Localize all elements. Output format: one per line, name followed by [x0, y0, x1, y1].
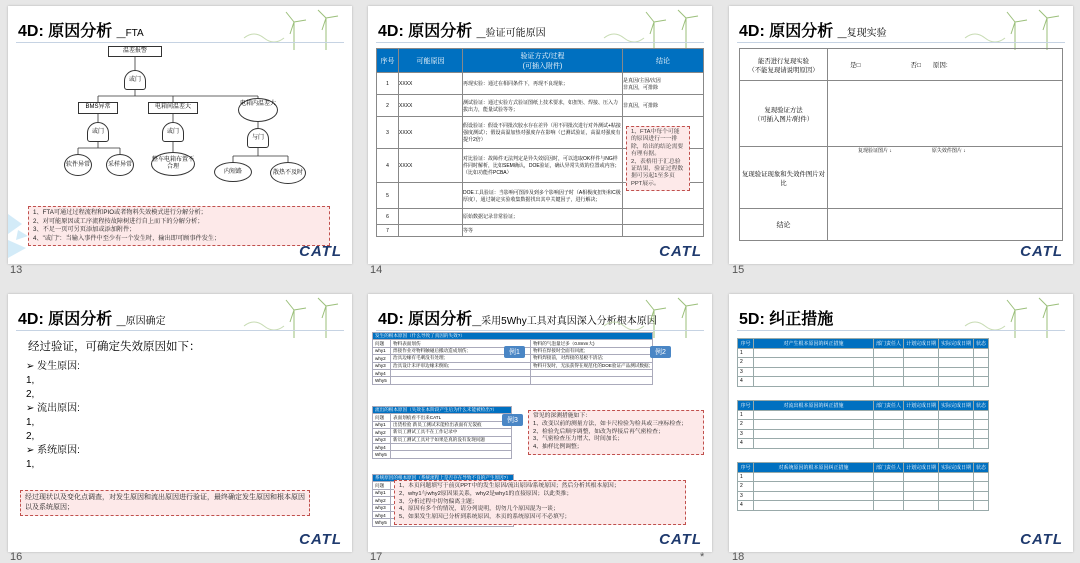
- col-header: 实际完成日期: [939, 463, 974, 473]
- fta-bms-node: BMS异常: [78, 102, 118, 114]
- slide-title: 4D: 原因分析 _FTA: [18, 23, 144, 40]
- cell-method: 原始数据记录非常验证；: [463, 209, 623, 225]
- orig-image-label: 原失效件图片 ↓: [931, 148, 966, 154]
- slide-title: 5D: 纠正措施: [739, 311, 834, 328]
- col-header: 状态: [974, 401, 989, 411]
- why-header: [373, 333, 653, 340]
- cell-method: 再现实验：通过在相同条件下，再现不良现象；: [463, 73, 623, 95]
- table-header: [738, 463, 989, 473]
- example-2-badge: 例2: [650, 346, 671, 358]
- reproduce-table: [739, 48, 1063, 241]
- slide-thumbnail-17[interactable]: [368, 294, 712, 552]
- title-divider: [16, 330, 344, 331]
- why-table-occurrence: [372, 332, 653, 385]
- why-label: why4: [373, 369, 391, 376]
- why-row: [373, 362, 653, 369]
- table-row: [738, 429, 989, 439]
- example-1-badge: 例1: [504, 346, 525, 358]
- slide-thumbnail-15[interactable]: [729, 6, 1073, 264]
- table-row: [377, 73, 704, 95]
- cause-heading: ➢ 流出原因:: [26, 403, 80, 414]
- fta-or-gate: 或门: [124, 70, 146, 90]
- cell-cause: [399, 183, 463, 209]
- why-cell: [531, 369, 653, 376]
- instruction-note: 经过现状以及变化点调查，对发生原因和流出原因进行验证，最终确定发生原因和根本原因以及系统原因；: [20, 490, 310, 516]
- title-divider: [737, 330, 1065, 331]
- why-cell: [391, 443, 512, 450]
- why-row: [373, 429, 512, 436]
- why-cell: [391, 451, 512, 458]
- col-header: 部门责任人: [874, 463, 904, 473]
- instruction-callout: 1、FTA中每个可能的原因进行一一排除，给出的结论需要有理有据。 2、表格用于汇总验证结果，验证过程数据可另起1至多页PPT展示。: [626, 126, 690, 191]
- why-cell: 物料在焊接时全面有回流;: [531, 347, 653, 354]
- table-row: [738, 358, 989, 368]
- why-row: [373, 451, 512, 458]
- wind-turbine-icon: [955, 8, 1065, 52]
- lead-text: 经过验证，可确定失效原因如下：: [28, 341, 201, 353]
- why-label: 问题: [373, 482, 391, 489]
- note-line: 3、不足一页可另页添加或添加附件；: [33, 226, 136, 234]
- fta-layout-node: 整车电箱布置不合理: [151, 152, 195, 176]
- row-no: 3: [738, 429, 754, 439]
- col-header: 序号: [377, 49, 399, 73]
- col-header: 计划完成日期: [904, 463, 939, 473]
- row-no: 1: [738, 472, 754, 482]
- cell-no: 3: [377, 117, 399, 149]
- why-label: Why5: [373, 377, 391, 384]
- cell-no: 5: [377, 183, 399, 209]
- catl-logo: CATL: [299, 531, 342, 548]
- col-header: 对产生根本原因的纠正措施: [754, 339, 874, 349]
- cell-cause: XXXX: [399, 73, 463, 95]
- instruction-note: [28, 206, 330, 246]
- col-header: 验证方式/过程 (可插入附件): [463, 49, 623, 73]
- example-3-badge: 例3: [502, 414, 523, 426]
- table-row: [738, 491, 989, 501]
- verify-table-header: [377, 49, 704, 73]
- why-label: 问题: [373, 340, 391, 347]
- cell-method: 等等: [463, 225, 623, 237]
- fta-or-gate-2: 或门: [87, 122, 109, 142]
- col-header: 计划完成日期: [904, 401, 939, 411]
- why-cell: 物料表面划伤: [391, 340, 531, 347]
- why-cell: [391, 369, 531, 376]
- catl-logo: CATL: [1020, 243, 1063, 260]
- slide-thumbnail-18[interactable]: [729, 294, 1073, 552]
- table-row: [738, 410, 989, 420]
- why-cell: 物料焊接前，对焊接的基板不清洁;: [531, 355, 653, 362]
- why-label: why2: [373, 355, 391, 362]
- method-label: 复现验证方法 （可插入图片/附件）: [740, 81, 828, 147]
- cell-method: DOE工具验证：当影响可图涉及到多个影响因子时（A相极度扭矩和C极厚度），通过制定实验收集数据找出其中关键因子，进行解决；: [463, 183, 623, 209]
- row-no: 1: [738, 348, 754, 358]
- catl-logo: CATL: [659, 531, 702, 548]
- conclusion-label: 结论: [740, 209, 828, 241]
- why-header-cell: 流出的根本原因（失效在本阶段产生后为什么未能被检出?）: [373, 407, 512, 414]
- row-no: 4: [738, 377, 754, 387]
- cell-cause: XXXX: [399, 117, 463, 149]
- cell-no: 4: [377, 149, 399, 183]
- fta-software-node: 软件异常: [64, 154, 92, 176]
- why-label: why1: [373, 421, 391, 428]
- why-cell: 物料开发时，无法获得在规范化的DOE验证产品测试数据;: [531, 362, 653, 369]
- why-cell: 焊接作业对物料触碰后搬动造成划伤;: [391, 347, 531, 354]
- why-cell: 治具边缘有毛刺没有处理;: [391, 355, 531, 362]
- catl-logo: CATL: [659, 243, 702, 260]
- slide-title: 4D: 原因分析 _复现实验: [739, 23, 887, 40]
- cell-no: 7: [377, 225, 399, 237]
- method-cell: [828, 81, 1063, 147]
- note-line: 1、FTA可通过过程流程和PIO或者物料失效模式进行分解分析；: [33, 209, 207, 216]
- cell-cause: [399, 225, 463, 237]
- fta-dissipate-node: 散热不及时: [270, 162, 306, 184]
- col-header: 序号: [738, 401, 754, 411]
- cell-result: [623, 209, 704, 225]
- col-header: 对流出根本原因的纠正措施: [754, 401, 874, 411]
- slide-number: 17: [370, 551, 383, 563]
- no-checkbox[interactable]: 否□: [910, 62, 921, 69]
- why-label: why3: [373, 436, 391, 443]
- wind-turbine-icon: [234, 296, 344, 340]
- why-header-cell: 发生的根本原因（什么导致了真因的失效?）: [373, 333, 653, 340]
- row-no: 4: [738, 501, 754, 511]
- why-label: why3: [373, 362, 391, 369]
- slide-thumbnail-14[interactable]: [368, 6, 712, 264]
- why-cell: 治具设计未评审边缘未倒角;: [391, 362, 531, 369]
- cell-method: 测试验证：通过实验方式验证图纸上技术要求，如扭矩、焊接、压入力拔出力，能量试验等等；: [463, 95, 623, 117]
- option-row: [828, 49, 1063, 81]
- slide-title: 4D: 原因分析 _原因确定: [18, 311, 166, 328]
- table-header: [738, 401, 989, 411]
- fta-sample-node: 采样异常: [106, 154, 134, 176]
- measures-note: 常见的深测措施如下： 1、改变以前的测量方法，如卡尺检验为检具或三座标检查； 2、检验先后顺序调整，如改为焊接后再气密检查； 3、气密检查压力增大、时间加长； 4、抽样比例调整；: [528, 410, 704, 455]
- why-row: [373, 377, 653, 384]
- catl-logo: CATL: [1020, 531, 1063, 548]
- col-header: 状态: [974, 463, 989, 473]
- q-reproducible: 能否进行复现实验 （不能复现请说明原因）: [740, 49, 828, 81]
- table-row: [377, 209, 704, 225]
- why-header-cell: 系统原因的根本原因（系统流程上是否存在导致不良的产生原因?）: [373, 475, 514, 482]
- repro-image-label: 复现验证图片 ↓: [858, 148, 892, 154]
- table-row: [740, 147, 1063, 209]
- cause-heading: ➢ 发生原因:: [26, 361, 80, 372]
- fta-top-event: 温差报警: [108, 46, 162, 57]
- yes-checkbox[interactable]: 是□: [850, 62, 861, 69]
- fta-short-node: 内短路: [214, 162, 252, 182]
- why-row: [373, 369, 653, 376]
- col-header: 部门责任人: [874, 401, 904, 411]
- col-header: 序号: [738, 463, 754, 473]
- cell-cause: XXXX: [399, 95, 463, 117]
- table-row: [738, 420, 989, 430]
- leaf-decoration-icon: [8, 174, 52, 264]
- row-no: 3: [738, 491, 754, 501]
- cell-result: 是真因/主因/次因 非真因，可排除: [623, 73, 704, 95]
- col-header: 结论: [623, 49, 704, 73]
- why-cell: 新员工测试工具对于如果是真的没有发现问题: [391, 436, 512, 443]
- table-header: [738, 339, 989, 349]
- row-no: 4: [738, 439, 754, 449]
- why-row: [373, 436, 512, 443]
- col-header: 对系统原因的根本原因纠正措施: [754, 463, 874, 473]
- cause-line: 2,: [26, 431, 35, 442]
- why-cell: [391, 377, 531, 384]
- why-label: why4: [373, 443, 391, 450]
- cause-line: 1,: [26, 417, 35, 428]
- corrective-table-occurrence: [737, 338, 989, 387]
- why-label: Why5: [373, 519, 391, 526]
- why-cell: 出货检验 新员工测试未能检出表面有无裂痕: [391, 421, 512, 428]
- slide-number: 13: [10, 264, 23, 276]
- title-divider: [376, 330, 704, 331]
- why-label: 问题: [373, 414, 391, 421]
- corrective-table-system: [737, 462, 989, 511]
- slide-number: 18: [732, 551, 745, 563]
- cell-no: 1: [377, 73, 399, 95]
- slide-title: 4D: 原因分析 _验证可能原因: [378, 23, 546, 40]
- cell-cause: XXXX: [399, 149, 463, 183]
- col-header: 计划完成日期: [904, 339, 939, 349]
- cell-no: 2: [377, 95, 399, 117]
- cause-list: [26, 360, 80, 472]
- table-row: [377, 95, 704, 117]
- fta-pack-node: 电箱内温差大: [238, 98, 278, 122]
- slide-thumbnail-13[interactable]: [8, 6, 352, 264]
- table-row: [740, 49, 1063, 81]
- wind-turbine-icon: [955, 296, 1065, 340]
- why-label: why1: [373, 489, 391, 496]
- why-cell: 物料的气泡量过多（0.8mm大): [531, 340, 653, 347]
- note-line: 4、"或门"：当输入事件中至少有一个发生时，输出即可顾事件发生；: [33, 234, 221, 242]
- row-no: 3: [738, 367, 754, 377]
- fta-or-gate-3: 或门: [162, 122, 184, 142]
- row-no: 2: [738, 420, 754, 430]
- table-row: [738, 482, 989, 492]
- slide-number: 16: [10, 551, 23, 563]
- table-row: [738, 377, 989, 387]
- note-line: 2、对可能原因或工序流程按故障树进行自上而下的分解分析；: [33, 217, 204, 225]
- cause-line: 2,: [26, 389, 35, 400]
- why-label: why2: [373, 429, 391, 436]
- cause-heading: ➢ 系统原因:: [26, 445, 80, 456]
- table-row: [738, 439, 989, 449]
- row-no: 2: [738, 358, 754, 368]
- slide-thumbnail-16[interactable]: [8, 294, 352, 552]
- table-row: [738, 472, 989, 482]
- corrective-table-outflow: [737, 400, 989, 449]
- col-header: 实际完成日期: [939, 339, 974, 349]
- why-cell: 表面划痕看不出来CATL: [391, 414, 512, 421]
- why-table-outflow: [372, 406, 512, 459]
- why-label: why3: [373, 504, 391, 511]
- table-row: [740, 209, 1063, 241]
- why-row: [373, 443, 512, 450]
- cause-line: 1,: [26, 375, 35, 386]
- table-row: [738, 367, 989, 377]
- animation-star-icon: *: [700, 551, 705, 563]
- col-header: 状态: [974, 339, 989, 349]
- cause-line: 1,: [26, 459, 35, 470]
- cell-no: 6: [377, 209, 399, 225]
- row-no: 1: [738, 410, 754, 420]
- why-row: [373, 414, 512, 421]
- why-label: why1: [373, 347, 391, 354]
- cell-method: 对比验证：故障件无法判定是异失效原因时，可以选取OK样件与NG样件同时解析，比如SEM确认，DOE验证，确认异常失效的位置或内容；（比如功能件PCBA）: [463, 149, 623, 183]
- row-no: 2: [738, 482, 754, 492]
- cell-result: [623, 225, 704, 237]
- slide-title: 4D: 原因分析_采用5Why工具对真因深入分析根本原因: [378, 311, 657, 328]
- cell-result: 非真因，可排除: [623, 95, 704, 117]
- title-divider: [376, 42, 704, 43]
- col-header: 实际完成日期: [939, 401, 974, 411]
- reason-label: 原因:: [932, 62, 948, 69]
- compare-label: 复现验证现象和失效件图片对比: [740, 147, 828, 209]
- col-header: 序号: [738, 339, 754, 349]
- why-label: why4: [373, 511, 391, 518]
- why-label: why2: [373, 497, 391, 504]
- instruction-note: 1、本页问题填写于前页PPT中的发生原因/流出原因/系统原因；然后分析其根本原因； 2、why1与why2原因果关系，why2是why1的直接原因；以此类推； 3、分析过程中切勿偏离主题； 4、原因有多个的情况，请分列说明，切勿几个原因混为一谈； 5、如果发生原因已分析到系统原因，本页的系统原因可不必填写；: [394, 480, 686, 525]
- fta-cell-node: 电箱间温差大: [148, 102, 198, 114]
- col-header: 可能原因: [399, 49, 463, 73]
- cell-cause: [399, 209, 463, 225]
- why-label: Why5: [373, 451, 391, 458]
- conclusion-cell: [828, 209, 1063, 241]
- table-row: [738, 348, 989, 358]
- table-row: [738, 501, 989, 511]
- slide-number: 15: [732, 264, 745, 276]
- cell-method: 假设验证：假设不同批次胶水存在差异（用不同批次进行对外测试+粘接强度测试）；假设高温加热对强度存在影响（已测试验证，高温对强度有提升2倍）: [463, 117, 623, 149]
- why-row: [373, 421, 512, 428]
- why-header: [373, 407, 512, 414]
- why-cell: 新员工测试工具不在工作记录中: [391, 429, 512, 436]
- slide-number: 14: [370, 264, 383, 276]
- wind-turbine-icon: [594, 8, 704, 52]
- col-header: 部门责任人: [874, 339, 904, 349]
- why-cell: [531, 377, 653, 384]
- image-compare-cell: [828, 147, 1063, 209]
- fta-and-gate: 与门: [247, 128, 269, 148]
- title-divider: [737, 42, 1065, 43]
- catl-logo: CATL: [299, 243, 342, 260]
- table-row: [377, 225, 704, 237]
- table-row: [740, 81, 1063, 147]
